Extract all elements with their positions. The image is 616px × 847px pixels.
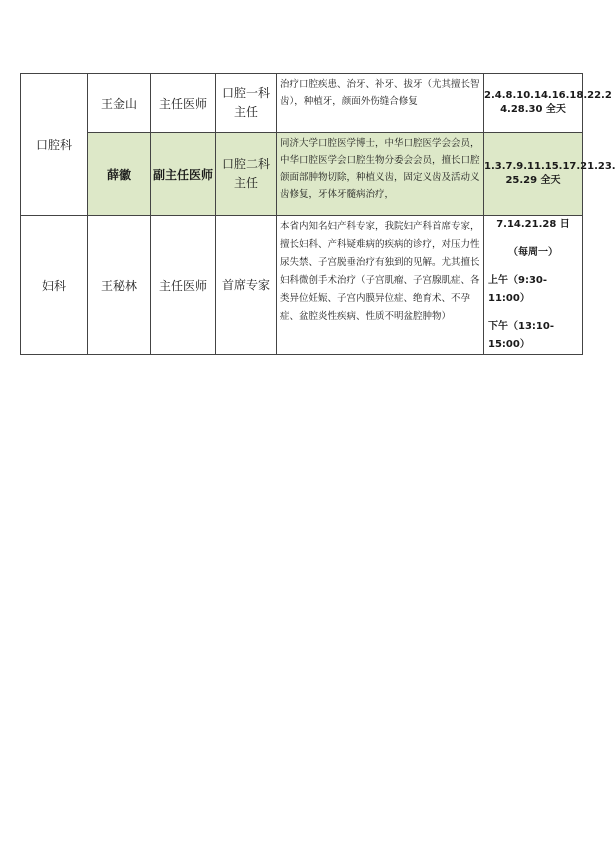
schedule-cell: [484, 133, 616, 216]
spacer: [484, 234, 582, 244]
schedule-line: 下午（13:10-15:00）: [488, 321, 554, 350]
doctor-title: 主任医师: [151, 216, 216, 355]
schedule-line: 25.29 全天: [505, 175, 561, 186]
schedule-line: 1.3.7.9.11.15.17.21.23.: [484, 161, 616, 172]
schedule-table: [20, 73, 616, 355]
department-cell: 妇科: [21, 216, 88, 355]
schedule-line: 4.28.30 全天: [500, 104, 566, 115]
doctor-post: [216, 133, 277, 216]
doctor-post: [216, 74, 277, 133]
doctor-post: [216, 216, 277, 355]
schedule-line: （每周一）: [508, 247, 558, 258]
doctor-description: 治疗口腔疾患、治牙、补牙、拔牙（尤其擅长智齿），种植牙，颜面外伤缝合修复: [277, 74, 484, 133]
table-row: [21, 133, 583, 216]
spacer: [484, 308, 582, 318]
doctor-title: 主任医师: [151, 74, 216, 133]
post-line: 口腔二科: [221, 157, 270, 171]
post-line: 主任: [233, 176, 258, 190]
schedule-cell: [484, 74, 612, 133]
doctor-description: 本省内知名妇产科专家，我院妇产科首席专家，擅长妇科、产科疑难病的疾病的诊疗，对压力性尿失禁、子宫脱垂治疗有独到的见解。尤其擅长妇科微创手术治疗（子宫肌瘤、子宫腺肌症、各类异位妊娠、子宫内膜异位症、绝育术、不孕症、盆腔炎性疾病、性质不明盆腔肿物）: [277, 216, 484, 355]
schedule-line: 7.14.21.28 日: [496, 219, 570, 230]
table-row: [21, 74, 583, 133]
department-cell: 口腔科: [21, 74, 88, 216]
doctor-name: 王秘林: [88, 216, 151, 355]
post-line: 口腔一科: [221, 86, 270, 100]
schedule-cell: [484, 216, 583, 355]
doctor-description: 同济大学口腔医学博士，中华口腔医学会会员，中华口腔医学会口腔生物分委会会员，擅长口腔颌面部肿物切除，种植义齿，固定义齿及活动义齿修复，牙体牙髓病治疗，: [277, 133, 484, 216]
post-line: 首席专家: [221, 277, 270, 292]
table-row: [21, 216, 583, 355]
schedule-line: 2.4.8.10.14.16.18.22.2: [484, 90, 612, 101]
spacer: [484, 262, 582, 272]
post-line: 主任: [233, 105, 258, 119]
schedule-line: 上午（9:30-11:00）: [488, 275, 548, 304]
doctor-name: 王金山: [88, 74, 151, 133]
doctor-title: 副主任医师: [151, 133, 216, 216]
doctor-name: 薛徽: [88, 133, 151, 216]
